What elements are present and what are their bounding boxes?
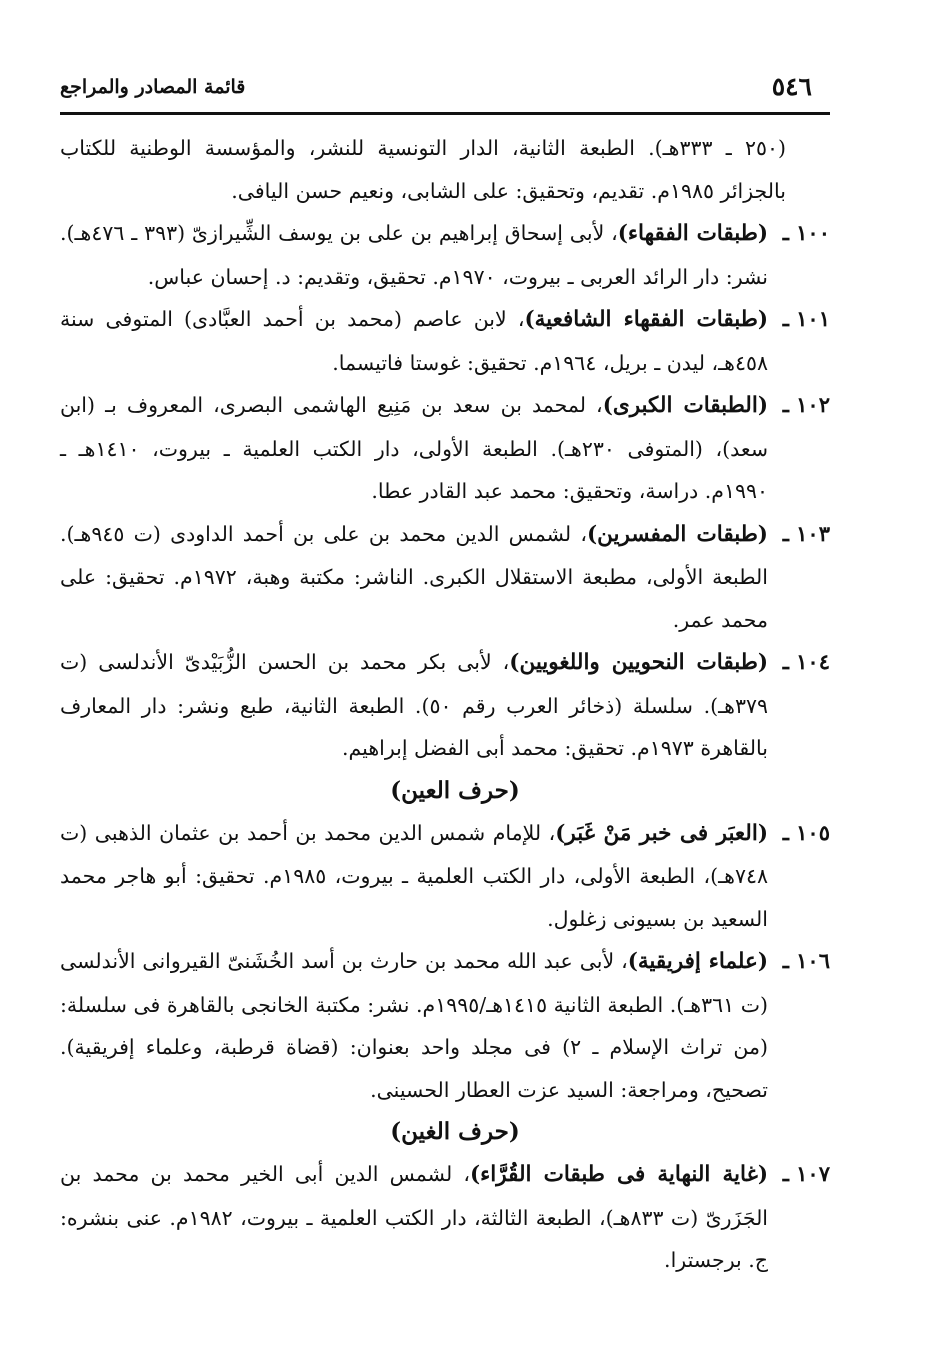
section-heading-ain: (حرف العين) bbox=[390, 776, 520, 804]
bibliography-entry-100 bbox=[60, 212, 830, 298]
bibliography-entry-104 bbox=[60, 641, 830, 770]
page-header bbox=[60, 66, 830, 115]
bibliography-entry-106 bbox=[60, 940, 830, 1111]
running-title: قائمة المصادر والمراجع bbox=[60, 76, 246, 98]
entry-number: ١٠١ ـ bbox=[782, 306, 830, 331]
entry-text: ، لمحمد بن سعد بن مَنِيع الهاشمى البصرى، المعروف بـ (ابن سعد)، (المتوفى ٢٣٠هـ). الطبعة الأولى، دار الكتب العلمية ـ بيروت، ١٤١٠هـ ـ ١٩٩٠م. دراسة، وتحقيق: محمد عبد القادر عطا. bbox=[60, 393, 768, 503]
entry-text: ، لأبى إسحاق إبراهيم بن على بن يوسف الشِّيرازىّ (٣٩٣ ـ ٤٧٦هـ). نشر: دار الرائد العربى ـ بيروت، ١٩٧٠م. تحقيق، وتقديم: د. إحسان عباس. bbox=[60, 221, 768, 289]
entry-text: ، لأبى عبد الله محمد بن حارث بن أسد الخُشَنىّ القيروانى الأندلسى (ت ٣٦١هـ). الطبعة الثانية ١٤١٥هـ/١٩٩٥م. نشر: مكتبة الخانجى بالقاهرة فى سلسلة: (من تراث الإسلام ـ ٢) فى مجلد واحد بعنوان: (قضاة قرطبة، وعلماء إفريقية). تصحيح، ومراجعة: السيد عزت العطار الحسينى. bbox=[60, 949, 769, 1102]
book-page bbox=[60, 66, 830, 1282]
section-heading-ghain: (حرف الغين) bbox=[390, 1118, 520, 1145]
entry-number: ١٠٠ ـ bbox=[782, 220, 830, 245]
entry-number: ١٠٥ ـ bbox=[782, 819, 830, 845]
entry-number: ١٠٤ ـ bbox=[782, 649, 830, 674]
entry-title: (الطبقات الكبرى) bbox=[602, 393, 768, 418]
page-number: ٥٤٦ bbox=[771, 72, 812, 101]
entry-title: (طبقات الفقهاء) bbox=[617, 221, 769, 246]
entry-text: ، للإمام شمس الدين محمد بن أحمد بن عثمان الذهبى (ت ٧٤٨هـ)، الطبعة الأولى، دار الكتب العلمية ـ بيروت، ١٩٨٥م. تحقيق: أبو هاجر محمد السعيد بن بسيونى زغلول. bbox=[60, 820, 768, 931]
entry-text: ، لشمس الدين أبى الخير محمد بن محمد بن الجَزَرىّ (ت ٨٣٣هـ)، الطبعة الثالثة، دار الكتب العلمية ـ بيروت، ١٩٨٢م. عنى بنشره: ج. برجسترا. bbox=[60, 1162, 769, 1272]
entry-title: (علماء إفريقية) bbox=[627, 949, 768, 974]
page-body bbox=[60, 127, 830, 1282]
bibliography-entry-102 bbox=[60, 384, 830, 513]
bibliography-entry-107 bbox=[60, 1153, 830, 1282]
bibliography-entry-103 bbox=[60, 513, 830, 642]
entry-number: ١٠٦ ـ bbox=[782, 948, 830, 973]
bibliography-entry-105 bbox=[60, 812, 830, 941]
entry-number: ١٠٧ ـ bbox=[782, 1161, 830, 1186]
entry-text: ، لشمس الدين محمد بن على بن أحمد الداودى (ت ٩٤٥هـ). الطبعة الأولى، مطبعة الاستقلال الكبرى. الناشر: مكتبة وهبة، ١٩٧٢م. تحقيق: على محمد عمر. bbox=[60, 521, 768, 632]
entry-title: (طبقات المفسرين) bbox=[586, 521, 768, 547]
entry-number: ١٠٣ ـ bbox=[782, 520, 830, 546]
continued-entry-text: (٢٥٠ ـ ٣٣٣هـ). الطبعة الثانية، الدار التونسية للنشر، والمؤسسة الوطنية للكتاب بالجزائر ١٩٨٥م. تقديم، وتحقيق: على الشابى، ونعيم حسن اليافى. bbox=[60, 136, 786, 203]
entry-number: ١٠٢ ـ bbox=[782, 392, 830, 417]
bibliography-entry-101 bbox=[60, 298, 830, 384]
entry-text: ، لابن عاصم (محمد بن أحمد العبَّادى) المتوفى سنة ٤٥٨هـ، ليدن ـ بريل، ١٩٦٤م. تحقيق: غوستا فاتيسما. bbox=[60, 307, 768, 375]
entry-text: ، لأبى بكر محمد بن الحسن الزُّبَيْدىّ الأندلسى (ت ٣٧٩هـ). سلسلة (ذخائر العرب رقم ٥٠). الطبعة الثانية، طبع ونشر: دار المعارف بالقاهرة ١٩٧٣م. تحقيق: محمد أبى الفضل إبراهيم. bbox=[60, 650, 768, 760]
entry-title: (غاية النهاية فى طبقات القُرَّاء) bbox=[469, 1162, 768, 1187]
entry-title: (العبَر فى خبر مَنْ غَبَر) bbox=[555, 820, 768, 846]
entry-title: (طبقات الفقهاء الشافعية) bbox=[524, 307, 768, 332]
entry-title: (طبقات النحويين واللغويين) bbox=[509, 650, 768, 675]
